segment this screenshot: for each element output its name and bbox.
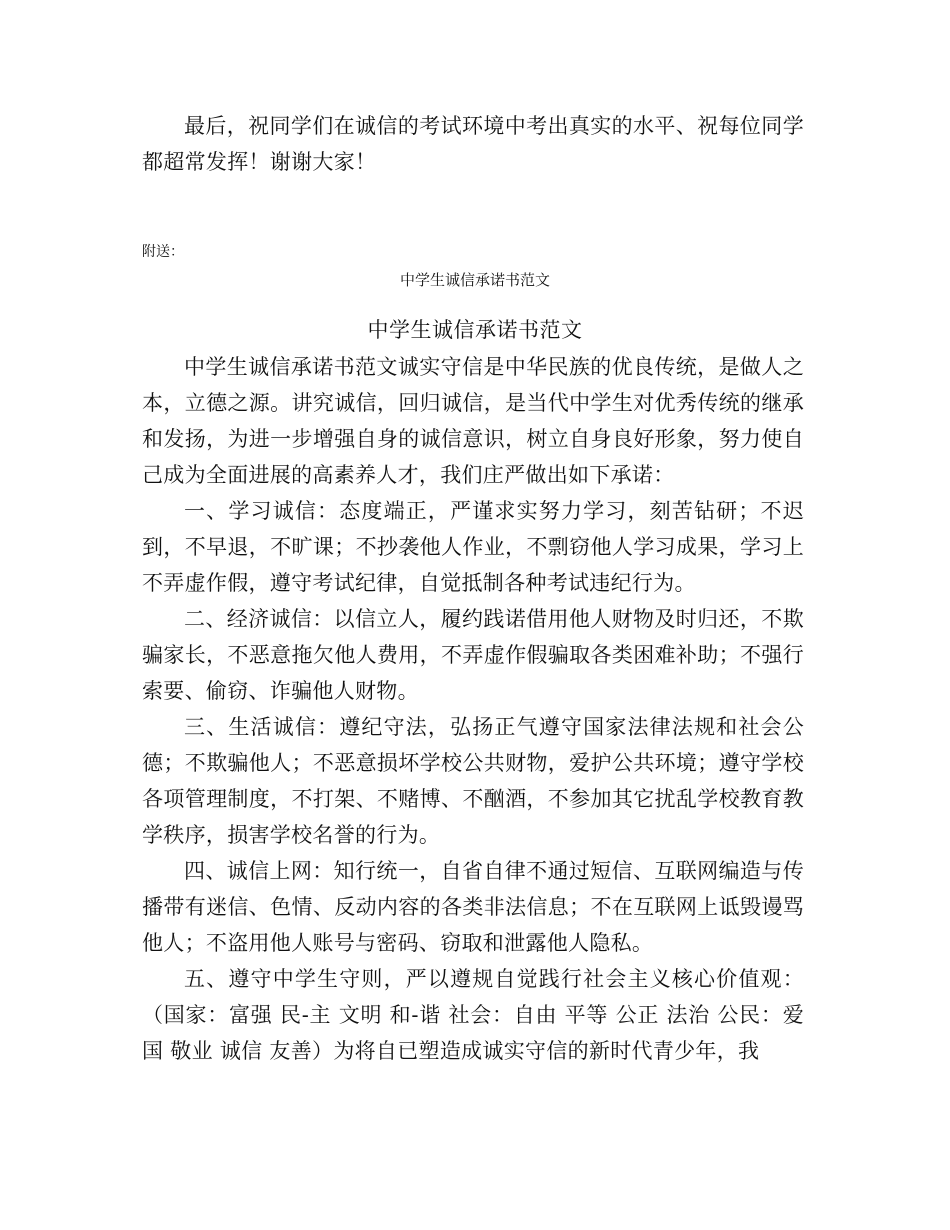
document-title: 中学生诚信承诺书范文 [367,318,583,342]
pledge-economy-paragraph: 二、经济诚信：以信立人，履约践诺借用他人财物及时归还，不欺骗家长，不恶意拖欠他人费用，不弄虚作假骗取各类困难补助；不强行索要、偷窃、诈骗他人财物。 [142,607,804,703]
pledge-study-paragraph: 一、学习诚信：态度端正，严谨求实努力学习，刻苦钻研；不迟到，不早退，不旷课；不抄袭他人作业，不剽窃他人学习成果，学习上不弄虚作假，遵守考试纪律，自觉抵制各种考试违纪行为。 [142,499,804,595]
appendix-label: 附送： [142,244,184,260]
pledge-rules-paragraph: 五、遵守中学生守则，严以遵规自觉践行社会主义核心价值观：（国家：富强 民-主 文明 和-谐 社会：自由 平等 公正 法治 公民：爱国 敬业 诚信 友善）为将自已塑造成诚实守信的新时代青少年，我 [142,967,804,1063]
pledge-intro-paragraph: 中学生诚信承诺书范文诚实守信是中华民族的优良传统，是做人之本，立德之源。讲究诚信，回归诚信，是当代中学生对优秀传统的继承和发扬，为进一步增强自身的诚信意识，树立自身良好形象，努力使自己成为全面进展的高素养人才，我们庄严做出如下承诺： [142,355,804,487]
pledge-body [142,349,804,1069]
closing-section [142,108,804,180]
pledge-life-paragraph: 三、生活诚信：遵纪守法，弘扬正气遵守国家法律法规和社会公德；不欺骗他人；不恶意损坏学校公共财物，爱护公共环境；遵守学校各项管理制度，不打架、不赌博、不酗酒，不参加其它扰乱学校教育教学秩序，损害学校名誉的行为。 [142,715,804,847]
closing-paragraph: 最后，祝同学们在诚信的考试环境中考出真实的水平、祝每位同学都超常发挥！谢谢大家！ [142,114,804,174]
appendix-small-title: 中学生诚信承诺书范文 [399,271,550,289]
pledge-internet-paragraph: 四、诚信上网：知行统一，自省自律不通过短信、互联网编造与传播带有迷信、色情、反动内容的各类非法信息；不在互联网上诋毁谩骂他人；不盗用他人账号与密码、窃取和泄露他人隐私。 [142,859,804,955]
